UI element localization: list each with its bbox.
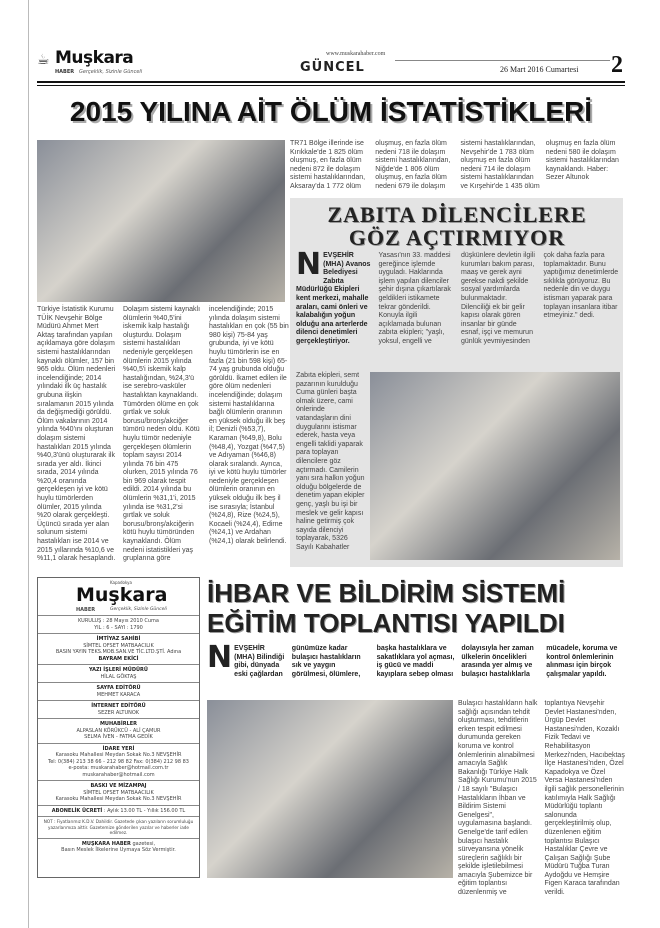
header-rule: [37, 85, 625, 86]
article3-photo: [207, 700, 453, 878]
masthead-box: [37, 577, 200, 878]
masthead-section: SAYFA EDİTÖRÜ MEHMET KARACA: [38, 683, 199, 701]
masthead-section: YAZI İŞLERİ MÜDÜRÜ HİLAL GÖKTAŞ: [38, 665, 199, 683]
page-number: 2: [611, 52, 623, 78]
page-edge: [28, 0, 29, 928]
article2-photo: [370, 372, 620, 560]
header-rule: [37, 81, 625, 83]
article2-side-text: Zabıta ekipleri, semt pazarının kurulduğu Cuma günleri başta olmak üzere, cami önlerinde vatandaşların dini duygularını istismar ederek, hasta veya engelli taklidi yaparak para toplayan dilencilere göz açtırmadı. Camilerin yanı sıra halkın yoğun olduğu bölgelerde de denetim yapan ekipler genç, yaşlı bu işi bir meslek ve gelir kapısı haline getirmiş çok sayıda dilenciyi toplayarak, 5326 Sayılı Kabahatler: [296, 372, 365, 551]
masthead-section: BASKI VE MİZAMPAJ SİMTEL OFSET MATBAACILIK Karasoku Mahallesi Meydan Sokak No.3 NEVŞEHİR: [38, 781, 199, 806]
header-line: [395, 60, 610, 61]
article3-text: NEVŞEHİR (MHA) Bilindiği gibi, dünyada eski çağlardan günümüze kadar bulaşıcı hastalıkların sık ve yaygın görülmesi, ölümlere, başka hastalıklara ve sakatlıklara yol açması, iş gücü ve maddi kayıplara sebep olması dolayısıyla her zaman ülkelerin öncelikleri arasında yer almış ve bulaşıcı hastalıklarla mücadele, koruma ve kontrol önlemlerinin alınması için birçok çalışmalar yapıldı.: [207, 640, 618, 678]
article2-headline: ZABITA DİLENCİLERE GÖZ AÇTIRMIYOR: [327, 202, 587, 250]
masthead-note: NOT : Fiyatlarımız K.D.V. Dahildir. Gazetede çıkan yazıların sorumluluğu yazarlarımıza aittir. Gazetemize gönderilen yazılar ve haberler iade edilmez.: [38, 817, 199, 839]
article1-body: Türkiye İstatistik Kurumu TÜİK Nevşehir Bölge Müdürü Ahmet Mert Aktaş tarafından yapılan açıklamaya göre dolaşım sistemi hastalıklarından kaynaklı ölümler, 157 bin 965 oldu. Ölüm nedenleri incelendiğinde; 2014 yılındaki ilk üç hastalık grubuna ilişkin sıralamanın 2015 yılında da değişmediği görüldü. Ölüm vakalarının 2014 yılında %40'ını oluşturan dolaşım sistemi hastalıkları 2015 yılında %40,3'ünü oluşturarak ilk sırada yer aldı. İkinci sırada, 2014 yılında %20,4 oranında gerçekleşen iyi ve kötü huylu tümörlerden ölümler, 2015 yılında %20 olarak gerçekleşti. Üçüncü sırada yer alan solunum sistemi hastalıkları ise 2014 ve 2015 yıllarında %10,6 ve %11,1 olarak hesaplandı. Dolaşım sistemi kaynaklı ölümlerin %40,5'ini iskemik kalp hastalığı oluşturdu. Dolaşım sistemi hastalıkları nedeniyle gerçekleşen ölümlerin 2015 yılında %40,5'i iskemik kalp hastalığından, %24,3'ü ise serebro-vasküler hastalıktan kaynaklandı. Tümörden ölüme en çok gırtlak ve soluk borusu/bronş/akciğer tümörü neden oldu. Kötü huylu tümör nedeniyle gerçekleşen ölümlerin toplam sayısı 2014 yılında 76 bin 475 olurken, 2015 yılında 76 bin 969 olarak tespit edildi. 2014 yılında bu ölümlerin %31,1'i, 2015 yılında ise %31,2'si gırtlak ve soluk borusu/bronş/akciğerin kötü huylu tümöründen kaynaklandı. Ölüm nedeni istatistikleri yaş gruplarına göre incelendiğinde; 2015 yılında dolaşım sistemi hastalıkları en çok (55 bin 980 kişi) 75-84 yaş grubunda, iyi ve kötü huylu tümörlerin ise en fazla (21 bin 598 kişi) 65-74 yaş grubunda olduğu görüldü. İkamet edilen ile göre ölüm nedenleri incelendiğinde; dolaşım sistemi hastalıklarına bağlı ölümlerin oranının en yüksek olduğu ilk beş il; Denizli (%53,7), Karaman (%49,8), Bolu (%48,4), Yozgat (%47,5) ve Adıyaman (%46,8) olarak sıralandı. Ayrıca, iyi ve kötü huylu tümörler nedeniyle gerçekleşen ölümlerin oranının en yüksek olduğu ilk beş il ise sırasıyla; İstanbul (%24,8), Rize (%24,5), Kocaeli (%24,4), Edirne (%24,1) ve Ardahan (%24,1) olarak belirlendi.: [37, 306, 289, 563]
issue-date: 26 Mart 2016 Cumartesi: [500, 65, 579, 74]
article2-text: NEVŞEHİR (MHA) Avanos Belediyesi Zabıta Müdürlüğü Ekipleri kent merkezi, mahalle araları, cami önleri ve kalabalığın yoğun olduğu ana arterlerde dilenci denetimleri gerçekleştiriyor. Yasası'nın 33. maddesi gereğince işlemde uyguladı. Haklarında işlem yapılan dilenciler şehir dışına çıkartılarak geldikleri istikamete tekrar gönderildi. Konuyla ilgili açıklamada bulunan zabıta ekipleri; "yaşlı, yoksul, engelli ve düşkünlere devletin ilgili kurumları bakım parası, maaş ve gerek ayni gerekse nakdi şekilde sosyal yardımlarda bulunmaktadır. Dilenciliği ek bir gelir kapısı olarak gören insanlar bir günde esnaf, işçi ve memurun günlük yevmiyesinden çok daha fazla para toplamaktadır. Bunu yaptığımız denetimlerde sıklıkla görüyoruz. Bu nedenle din ve duygu istismarı yaparak para toplayan insanlara itibar etmeyiniz." dedi.: [296, 247, 619, 345]
article1-headline: 2015 YILINA AİT ÖLÜM İSTATİSTİKLERİ: [69, 96, 593, 127]
section-name: GÜNCEL: [300, 60, 365, 75]
masthead-section: İDARE YERİ Karasoku Mahallesi Meydan Sokak No.3 NEVŞEHİR Tel: 0(384) 213 38 66 - 212 98 82 Fax: 0(384) 212 98 83 e-posta: muskarahaber@hotmail.com.tr muskarahaber@hotmail.com: [38, 744, 199, 782]
logo-swirl-icon: ☕: [37, 52, 50, 68]
article3-headline: İHBAR VE BİLDİRİM SİSTEMİ EĞİTİM TOPLANTISI YAPILDI: [207, 578, 566, 638]
article1-photo: [37, 140, 285, 302]
header-logo: ☕ Muşkara HABER Gerçeklik, Sizinle Günceli: [37, 48, 143, 75]
masthead-section: İNTERNET EDİTÖRÜ SEZER ALTUNOK: [38, 701, 199, 719]
masthead-subscription: ABONELİK ÜCRETİ : Aylık 13.00 TL - Yıllık 156.00 TL: [38, 806, 199, 818]
article1-top-text: TR71 Bölge illerinde ise Kırıkkale'de 1 825 ölüm oluşmuş, en fazla ölüm nedeni 872 ile dolaşım sistemi hastalıklarından, Aksaray'da 1 772 ölüm oluşmuş, en fazla ölüm nedeni 718 ile dolaşım sistemi hastalıklarından, Niğde'de 1 806 ölüm oluşmuş, en fazla ölüm nedeni 679 ile dolaşım sistemi hastalıklarından, Nevşehir'de 1 783 ölüm oluşmuş en fazla ölüm nedeni 714 ile dolaşım sistemi hastalıklarından ve Kırşehir'de 1 435 ölüm oluşmuş en fazla ölüm nedeni 580 ile dolaşım sistemi hastalıklarından kaynaklandı. Haber: Sezer Altunok: [290, 140, 619, 190]
article3-side-text: Bulaşıcı hastalıkların halk sağlığı açısından tehdit oluşturması, tehditlerin erken tespit edilmesi durumunda gereken koruma ve kontrol önlemlerinin alınabilmesi amacıyla Sağlık Bakanlığı Türkiye Halk Sağlığı Kurumu'nun 2015 / 18 sayılı "Bulaşıcı Hastalıkların İhban ve Bildirim Sistemi Genelgesi", uygulamasına başlandı. Genelge'de tarif edilen bulaşıcı hastalık sürveyansına yönelik süreçlerin sağlıklı bir şekilde işletilebilmesi amacıyla Şubemizce bir eğitim toplantısı düzenlenmiş ve toplantıya Nevşehir Devlet Hastanesi'nden, Ürgüp Devlet Hastanesi'nden, Kozaklı Fizik Tedavi ve Rehabilitasyon Merkezi'nden, Hacıbektaş İlçe Hastanesi'nden, Özel Kapadokya ve Özel Versa Hastanesi'nden ilgili sağlık personellerinin katılımıyla Halk Sağlığı Müdürlüğü toplantı salonunda gerçekleştirilmiş olup, düzenlenen eğitim toplantısı Bulaşıcı Hastalıklar Çevre ve Çalışan Sağlığı Şube Müdürü Tuğba Turan Aydoğdu ve Hemşire Figen Karaca tarafından verildi.: [458, 700, 625, 897]
masthead-logo: Kapadokya Muşkara HABER Gerçeklik, Sizinle Günceli: [38, 578, 199, 616]
masthead-section: İMTİYAZ SAHİBİ SİMTEL OFSET MATBAACILIK BASIN YAYIN TEKS.MOB.SAN.VE TİC.LTD.ŞTİ. Adına BAYRAM EKİCİ: [38, 634, 199, 665]
site-url: www.muskarahaber.com: [326, 51, 386, 57]
masthead-section: MUHABİRLER ALPASLAN KÖRÜKCÜ - ALİ ÇAMUR SELMA İVEN - FATMA GEDİK: [38, 719, 199, 744]
masthead-founding: KURULUŞ : 28 Mayıs 2010 Cuma YIL : 6 - SAYI : 1790: [38, 616, 199, 634]
masthead-footer: MUŞKARA HABER gazetesi, Basın Meslek İlkelerine Uymaya Söz Vermiştir.: [61, 840, 176, 853]
